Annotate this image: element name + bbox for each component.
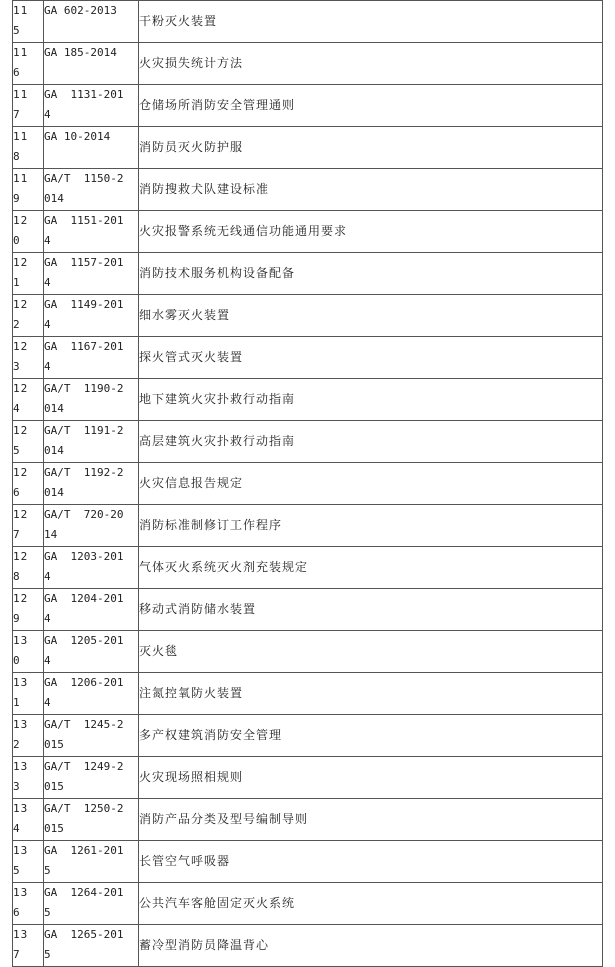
- standard-code: GA 10-2014: [44, 127, 139, 169]
- standard-code: GA/T 720-20 14: [44, 505, 139, 547]
- standard-code: GA/T 1250-2 015: [44, 799, 139, 841]
- table-row: [13, 85, 603, 127]
- row-number: 13 1: [13, 673, 44, 715]
- row-number: 12 0: [13, 211, 44, 253]
- row-number: 13 3: [13, 757, 44, 799]
- standards-table: [12, 0, 603, 967]
- standard-name: 移动式消防储水装置: [139, 589, 603, 631]
- standard-name: 消防搜救犬队建设标准: [139, 169, 603, 211]
- table-row: [13, 631, 603, 673]
- standard-name: 气体灭火系统灭火剂充装规定: [139, 547, 603, 589]
- row-number: 12 6: [13, 463, 44, 505]
- row-number: 11 8: [13, 127, 44, 169]
- standard-code: GA 602-2013: [44, 1, 139, 43]
- standard-code: GA/T 1191-2 014: [44, 421, 139, 463]
- standard-code: GA 1264-201 5: [44, 883, 139, 925]
- standard-name: 蓄冷型消防员降温背心: [139, 925, 603, 967]
- row-number: 12 2: [13, 295, 44, 337]
- standard-code: GA/T 1249-2 015: [44, 757, 139, 799]
- row-number: 12 1: [13, 253, 44, 295]
- table-row: [13, 799, 603, 841]
- table-row: [13, 589, 603, 631]
- table-row: [13, 43, 603, 85]
- standard-name: 注氮控氧防火装置: [139, 673, 603, 715]
- table-row: [13, 337, 603, 379]
- standard-name: 地下建筑火灾扑救行动指南: [139, 379, 603, 421]
- table-row: [13, 253, 603, 295]
- row-number: 13 2: [13, 715, 44, 757]
- row-number: 12 4: [13, 379, 44, 421]
- table-row: [13, 211, 603, 253]
- standard-code: GA 1204-201 4: [44, 589, 139, 631]
- standard-name: 公共汽车客舱固定灭火系统: [139, 883, 603, 925]
- standard-name: 仓储场所消防安全管理通则: [139, 85, 603, 127]
- standard-name: 细水雾灭火装置: [139, 295, 603, 337]
- standard-name: 火灾信息报告规定: [139, 463, 603, 505]
- row-number: 12 3: [13, 337, 44, 379]
- standard-code: GA 1151-201 4: [44, 211, 139, 253]
- standard-name: 消防产品分类及型号编制导则: [139, 799, 603, 841]
- standard-code: GA 1205-201 4: [44, 631, 139, 673]
- standard-name: 长管空气呼吸器: [139, 841, 603, 883]
- table-row: [13, 883, 603, 925]
- table-row: [13, 547, 603, 589]
- standard-code: GA/T 1190-2 014: [44, 379, 139, 421]
- row-number: 12 7: [13, 505, 44, 547]
- table-row: [13, 379, 603, 421]
- row-number: 13 6: [13, 883, 44, 925]
- table-row: [13, 505, 603, 547]
- standard-name: 火灾现场照相规则: [139, 757, 603, 799]
- row-number: 13 7: [13, 925, 44, 967]
- table-row: [13, 127, 603, 169]
- table-row: [13, 715, 603, 757]
- standard-name: 火灾报警系统无线通信功能通用要求: [139, 211, 603, 253]
- standard-code: GA 1157-201 4: [44, 253, 139, 295]
- row-number: 13 4: [13, 799, 44, 841]
- standard-name: 高层建筑火灾扑救行动指南: [139, 421, 603, 463]
- standard-name: 干粉灭火装置: [139, 1, 603, 43]
- standard-code: GA 1261-201 5: [44, 841, 139, 883]
- standard-name: 消防员灭火防护服: [139, 127, 603, 169]
- table-row: [13, 463, 603, 505]
- row-number: 11 7: [13, 85, 44, 127]
- table-row: [13, 295, 603, 337]
- row-number: 11 5: [13, 1, 44, 43]
- standard-code: GA 185-2014: [44, 43, 139, 85]
- table-row: [13, 757, 603, 799]
- row-number: 11 9: [13, 169, 44, 211]
- row-number: 12 5: [13, 421, 44, 463]
- row-number: 13 5: [13, 841, 44, 883]
- standard-name: 消防标准制修订工作程序: [139, 505, 603, 547]
- row-number: 13 0: [13, 631, 44, 673]
- standard-name: 灭火毯: [139, 631, 603, 673]
- standard-code: GA 1131-201 4: [44, 85, 139, 127]
- standard-code: GA 1203-201 4: [44, 547, 139, 589]
- standard-name: 消防技术服务机构设备配备: [139, 253, 603, 295]
- table-row: [13, 925, 603, 967]
- standard-code: GA 1167-201 4: [44, 337, 139, 379]
- table-row: [13, 169, 603, 211]
- row-number: 11 6: [13, 43, 44, 85]
- standard-code: GA 1206-201 4: [44, 673, 139, 715]
- standard-code: GA 1265-201 5: [44, 925, 139, 967]
- standard-name: 多产权建筑消防安全管理: [139, 715, 603, 757]
- table-row: [13, 421, 603, 463]
- table-row: [13, 673, 603, 715]
- table-row: [13, 841, 603, 883]
- standard-name: 火灾损失统计方法: [139, 43, 603, 85]
- row-number: 12 9: [13, 589, 44, 631]
- standard-name: 探火管式灭火装置: [139, 337, 603, 379]
- standard-code: GA/T 1150-2 014: [44, 169, 139, 211]
- table-row: [13, 1, 603, 43]
- row-number: 12 8: [13, 547, 44, 589]
- standard-code: GA/T 1192-2 014: [44, 463, 139, 505]
- standard-code: GA/T 1245-2 015: [44, 715, 139, 757]
- standard-code: GA 1149-201 4: [44, 295, 139, 337]
- standards-table-body: [13, 1, 603, 967]
